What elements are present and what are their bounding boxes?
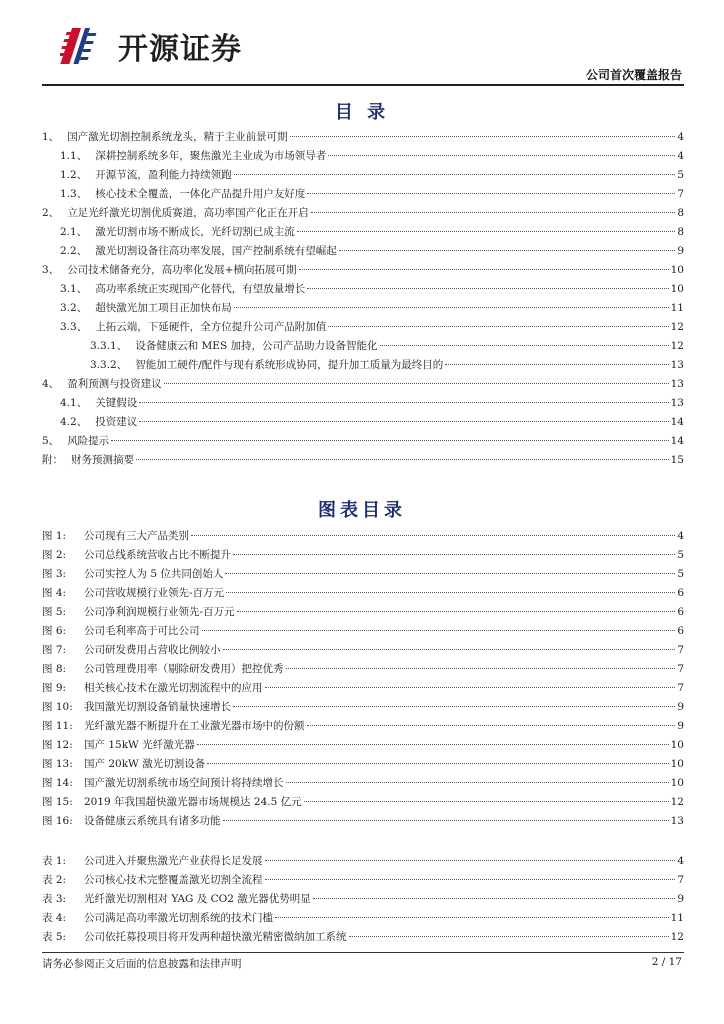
entry-title[interactable]: 公司现有三大产品类别 [84,530,189,542]
entry-number: 3.2、 [60,302,88,314]
dot-leader [286,782,669,783]
entry-title[interactable]: 国产 20kW 激光切割设备 [84,758,206,770]
entry-title[interactable]: 国产激光切割控制系统龙头，精于主业前景可期 [67,131,288,143]
toc-entry[interactable] [42,299,684,318]
entry-title[interactable]: 公司管理费用率（剔除研发费用）把控优秀 [84,663,284,675]
table-list [42,852,684,947]
entry-page-number: 5 [677,549,684,561]
dot-leader [234,307,669,308]
entry-title[interactable]: 关键假设 [95,397,138,409]
entry-number: 图 6: [42,625,67,637]
dot-leader [223,649,676,650]
dot-leader [297,231,676,232]
toc-entry[interactable] [42,166,684,185]
toc-entry[interactable] [42,128,684,147]
entry-page-number: 7 [677,663,684,675]
toc-entry[interactable] [42,451,684,470]
footer-divider [42,952,684,953]
entry-number: 2、 [42,207,60,219]
entry-title[interactable]: 财务预测摘要 [71,454,134,466]
entry-title[interactable]: 国产 15kW 光纤激光器 [84,739,195,751]
toc-entry[interactable] [42,928,684,947]
toc-list [42,128,684,470]
entry-title[interactable]: 盈利预测与投资建议 [67,378,162,390]
entry-title[interactable]: 深耕控制系统多年，聚焦激光主业成为市场领导者 [95,150,327,162]
entry-number: 图 3: [42,568,67,580]
dot-leader [202,630,676,631]
toc-entry[interactable] [42,871,684,890]
toc-entry[interactable] [42,261,684,280]
entry-title[interactable]: 公司核心技术完整覆盖激光切割全流程 [84,874,263,886]
entry-page-number: 6 [677,587,684,599]
report-type-label: 公司首次覆盖报告 [585,68,682,82]
entry-number: 图 1: [42,530,67,542]
dot-leader [307,193,675,194]
entry-page-number: 13 [670,815,684,827]
dot-leader [197,744,669,745]
entry-number: 1.2、 [60,169,88,181]
entry-page-number: 12 [670,796,684,808]
entry-page-number: 13 [670,359,684,371]
entry-number: 1.1、 [60,150,88,162]
dot-leader [233,706,675,707]
dot-leader [234,174,676,175]
toc-entry[interactable] [42,603,684,622]
entry-number: 4.1、 [60,397,88,409]
entry-page-number: 10 [670,739,684,751]
toc-entry[interactable] [42,622,684,641]
toc-entry[interactable] [42,812,684,831]
toc-entry[interactable] [42,565,684,584]
entry-page-number: 12 [670,340,684,352]
dot-leader [265,860,676,861]
toc-entry[interactable] [42,755,684,774]
dot-leader [207,763,668,764]
entry-title[interactable]: 公司进入并聚焦激光产业获得长足发展 [84,855,263,867]
entry-title[interactable]: 公司研发费用占营收比例较小 [84,644,221,656]
figure-list [42,527,684,831]
dot-leader [299,269,669,270]
entry-page-number: 7 [677,644,684,656]
dot-leader [111,440,668,441]
dot-leader [307,725,676,726]
toc-entry[interactable] [42,527,684,546]
header-divider [42,84,684,86]
dot-leader [139,421,668,422]
entry-number: 图 15: [42,796,73,808]
entry-title[interactable]: 公司满足高功率激光切割系统的技术门槛 [84,912,273,924]
entry-title[interactable]: 公司营收规模行业领先-百万元 [84,587,225,599]
entry-title[interactable]: 投资建议 [95,416,138,428]
entry-number: 3.3.2、 [90,359,128,371]
entry-page-number: 15 [670,454,684,466]
entry-number: 4.2、 [60,416,88,428]
entry-title[interactable]: 上拓云端，下延硬件，全方位提升公司产品附加值 [95,321,327,333]
toc-entry[interactable] [42,679,684,698]
entry-page-number: 4 [677,131,684,143]
toc-entry[interactable] [42,698,684,717]
entry-page-number: 13 [670,397,684,409]
dot-leader [164,383,669,384]
toc-entry[interactable] [42,793,684,812]
entry-page-number: 7 [677,874,684,886]
page-number: 2 / 17 [651,956,682,968]
entry-number: 图 16: [42,815,73,827]
toc-entry[interactable] [42,356,684,375]
company-logo [60,22,242,70]
figures-heading: 图表目录 [318,500,406,521]
entry-number: 5、 [42,435,60,447]
entry-title[interactable]: 2019 年我国超快激光器市场规模达 24.5 亿元 [84,796,302,808]
dot-leader [313,898,676,899]
entry-page-number: 8 [677,207,684,219]
entry-number: 4、 [42,378,60,390]
entry-number: 表 2: [42,874,67,886]
toc-entry[interactable] [42,736,684,755]
dot-leader [265,879,676,880]
entry-page-number: 10 [670,264,684,276]
entry-page-number: 13 [670,378,684,390]
toc-entry[interactable] [42,204,684,223]
dot-leader [223,820,669,821]
dot-leader [328,326,668,327]
entry-title[interactable]: 光纤激光切割相对 YAG 及 CO2 激光器优势明显 [84,893,311,905]
entry-page-number: 6 [677,625,684,637]
toc-entry[interactable] [42,318,684,337]
entry-page-number: 5 [677,568,684,580]
entry-number: 表 1: [42,855,67,867]
entry-title[interactable]: 公司净利润规模行业领先-百万元 [84,606,235,618]
entry-page-number: 4 [677,530,684,542]
entry-page-number: 12 [670,321,684,333]
entry-number: 3、 [42,264,60,276]
entry-title[interactable]: 超快激光加工项目正加快布局 [95,302,232,314]
entry-title[interactable]: 公司依托募投项目将开发两种超快激光精密微纳加工系统 [84,931,347,943]
entry-number: 图 2: [42,549,67,561]
kaiyuan-logo-icon [60,22,116,70]
entry-number: 表 5: [42,931,67,943]
toc-entry[interactable] [42,432,684,451]
toc-entry[interactable] [42,909,684,928]
entry-page-number: 8 [677,226,684,238]
entry-number: 3.3、 [60,321,88,333]
entry-title[interactable]: 风险提示 [67,435,110,447]
toc-entry[interactable] [42,584,684,603]
entry-page-number: 7 [677,682,684,694]
entry-page-number: 6 [677,606,684,618]
entry-number: 3.3.1、 [90,340,128,352]
entry-number: 附： [42,454,63,466]
dot-leader [380,345,669,346]
entry-title[interactable]: 高功率系统正实现国产化替代，有望放量增长 [95,283,306,295]
dot-leader [275,917,669,918]
dot-leader [237,611,676,612]
toc-entry[interactable] [42,660,684,679]
entry-title[interactable]: 激光切割市场不断成长，光纤切割已成主流 [95,226,295,238]
entry-page-number: 14 [670,416,684,428]
entry-page-number: 10 [670,758,684,770]
dot-leader [307,288,668,289]
entry-page-number: 4 [677,150,684,162]
toc-entry[interactable] [42,546,684,565]
toc-entry[interactable] [42,852,684,871]
dot-leader [445,364,668,365]
toc-entry[interactable] [42,242,684,261]
entry-number: 图 9: [42,682,67,694]
dot-leader [136,459,669,460]
entry-number: 图 12: [42,739,73,751]
entry-number: 图 11: [42,720,73,732]
toc-entry[interactable] [42,394,684,413]
toc-heading: 目 录 [334,102,390,123]
entry-number: 图 5: [42,606,67,618]
entry-page-number: 9 [677,245,684,257]
toc-entry[interactable] [42,890,684,909]
entry-page-number: 9 [677,701,684,713]
entry-page-number: 9 [677,720,684,732]
entry-page-number: 9 [677,893,684,905]
dot-leader [339,250,676,251]
entry-number: 1.3、 [60,188,88,200]
dot-leader [225,573,675,574]
entry-title[interactable]: 立足光纤激光切割优质赛道，高功率国产化正在开启 [67,207,309,219]
entry-title[interactable]: 设备健康云系统具有诸多功能 [84,815,221,827]
entry-page-number: 12 [670,931,684,943]
entry-page-number: 10 [670,283,684,295]
entry-title[interactable]: 激光切割设备往高功率发展，国产控制系统有望崛起 [95,245,337,257]
entry-number: 图 10: [42,701,73,713]
dot-leader [328,155,675,156]
toc-entry[interactable] [42,223,684,242]
entry-title[interactable]: 我国激光切割设备销量快速增长 [84,701,231,713]
dot-leader [233,554,675,555]
legal-disclaimer: 请务必参阅正文后面的信息披露和法律声明 [42,958,242,970]
dot-leader [290,136,676,137]
dot-leader [265,687,676,688]
entry-number: 图 7: [42,644,67,656]
toc-entry[interactable] [42,375,684,394]
entry-number: 3.1、 [60,283,88,295]
dot-leader [226,592,675,593]
entry-title[interactable]: 公司总线系统营收占比不断提升 [84,549,231,561]
entry-number: 1、 [42,131,60,143]
dot-leader [286,668,676,669]
entry-title[interactable]: 开源节流，盈利能力持续领跑 [95,169,232,181]
dot-leader [191,535,675,536]
entry-title[interactable]: 设备健康云和 MES 加持，公司产品助力设备智能化 [135,340,378,352]
entry-number: 图 8: [42,663,67,675]
entry-page-number: 11 [670,302,684,314]
entry-title[interactable]: 相关核心技术在激光切割流程中的应用 [84,682,263,694]
dot-leader [139,402,668,403]
entry-number: 图 13: [42,758,73,770]
dot-leader [311,212,676,213]
entry-title[interactable]: 公司毛利率高于可比公司 [84,625,200,637]
entry-number: 表 4: [42,912,67,924]
page-header [0,0,724,90]
toc-entry[interactable] [42,147,684,166]
toc-entry[interactable] [42,413,684,432]
company-name: 开源证券 [118,32,242,67]
entry-page-number: 4 [677,855,684,867]
dot-leader [349,936,669,937]
entry-page-number: 10 [670,777,684,789]
toc-entry[interactable] [42,280,684,299]
entry-title[interactable]: 光纤激光器不断提升在工业激光器市场中的份额 [84,720,305,732]
entry-page-number: 11 [670,912,684,924]
entry-title[interactable]: 公司技术储备充分，高功率化发展+横向拓展可期 [67,264,297,276]
entry-number: 表 3: [42,893,67,905]
toc-entry[interactable] [42,337,684,356]
dot-leader [304,801,669,802]
entry-title[interactable]: 国产激光切割系统市场空间预计将持续增长 [84,777,284,789]
entry-number: 图 4: [42,587,67,599]
entry-page-number: 7 [677,188,684,200]
toc-entry[interactable] [42,717,684,736]
entry-number: 2.1、 [60,226,88,238]
entry-title[interactable]: 核心技术全覆盖，一体化产品提升用户友好度 [95,188,306,200]
entry-number: 图 14: [42,777,73,789]
entry-title[interactable]: 智能加工硬件/配件与现有系统形成协同，提升加工质量为最终目的 [135,359,444,371]
toc-entry[interactable] [42,774,684,793]
entry-number: 2.2、 [60,245,88,257]
toc-entry[interactable] [42,185,684,204]
entry-title[interactable]: 公司实控人为 5 位共同创始人 [84,568,224,580]
entry-page-number: 14 [670,435,684,447]
toc-entry[interactable] [42,641,684,660]
entry-page-number: 5 [677,169,684,181]
